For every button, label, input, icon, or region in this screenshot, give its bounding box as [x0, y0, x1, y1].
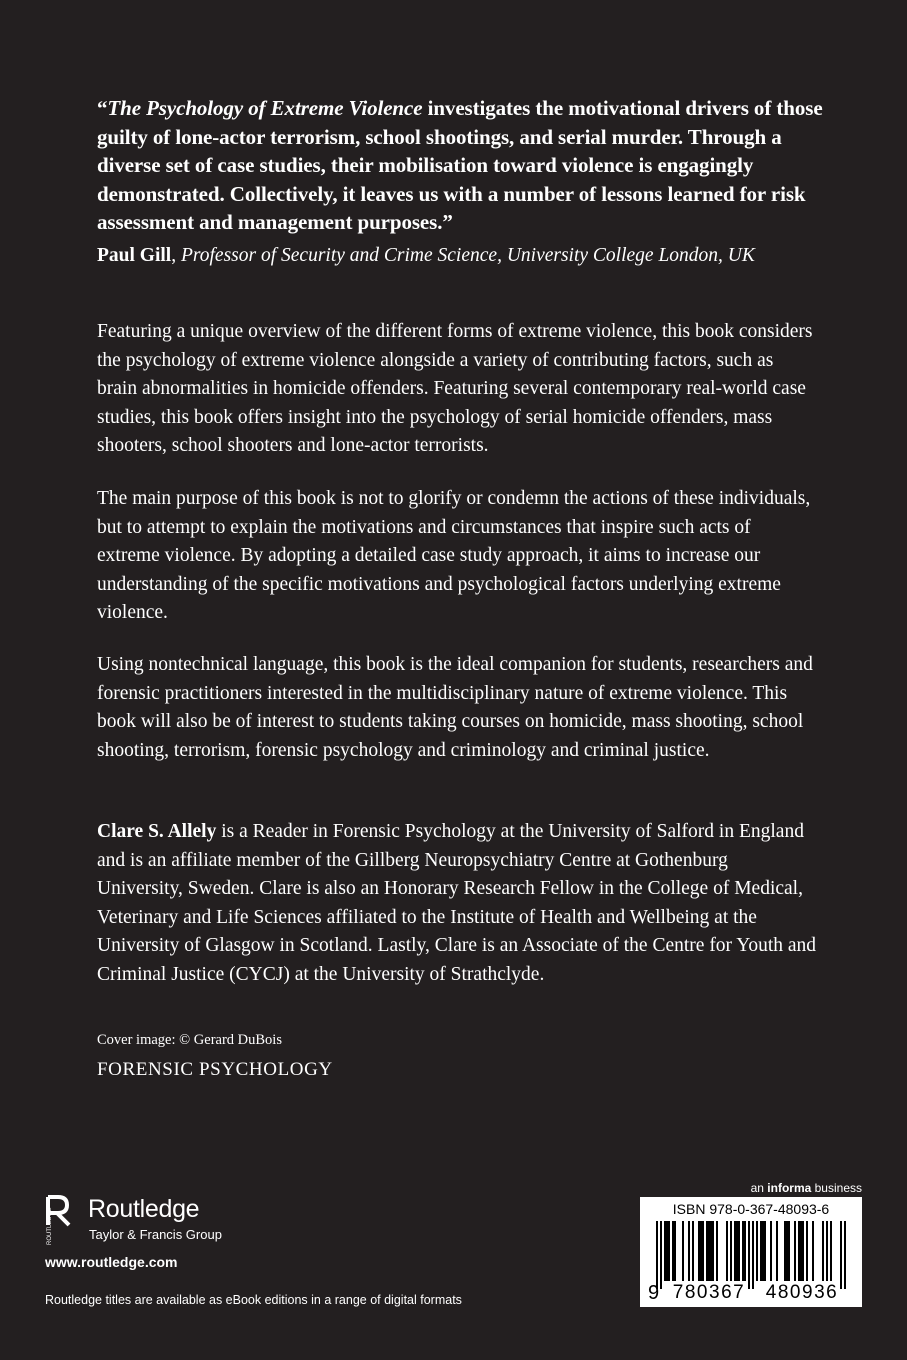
description-paragraph-2: The main purpose of this book is not to glorify or condemn the actions of these individuals, but to attempt to explain the motivations and circumstances that inspire such acts of extreme violence. By adopting a detailed case study approach, it aims to increase our understanding of the specific motivations and psychological factors underlying extreme violence. [97, 488, 811, 624]
barcode-bar [794, 1221, 796, 1281]
barcode-bar [736, 1221, 738, 1281]
logo-vertical-text: ROUTLEDGE [47, 1207, 53, 1245]
subject-category: FORENSIC PSYCHOLOGY [97, 1059, 333, 1080]
barcode-bar [656, 1221, 658, 1289]
barcode-bar [682, 1221, 684, 1281]
ebook-availability-note: Routledge titles are available as eBook editions in a range of digital formats [45, 1293, 462, 1307]
barcode-bar [674, 1221, 676, 1281]
barcode-bar [716, 1221, 718, 1281]
barcode-bar [742, 1221, 744, 1281]
barcode-bar [726, 1221, 728, 1281]
barcode-bar [668, 1221, 670, 1281]
quote-open-mark: “ [97, 96, 108, 120]
barcode-bar [666, 1221, 668, 1281]
author-bio [97, 818, 817, 990]
isbn-barcode [640, 1197, 862, 1307]
barcode-bar [802, 1221, 804, 1281]
informa-suffix: business [811, 1181, 862, 1195]
description-paragraph-1: Featuring a unique overview of the different forms of extreme violence, this book considers the psychology of extreme violence alongside a variety of contributing factors, such as brain abnormalities in homicide offenders. Featuring several contemporary real-world case studies, this book offers insight into the psychology of serial homicide offenders, mass shooters, school shooters and lone-actor terrorists. [97, 321, 813, 457]
endorsement-attribution [97, 242, 827, 270]
barcode-bar [708, 1221, 710, 1281]
barcode-bar [756, 1221, 758, 1281]
barcode-bar [698, 1221, 700, 1281]
barcode-bar [776, 1221, 778, 1281]
barcode-bar [800, 1221, 802, 1281]
isbn-label: ISBN 978-0-367-48093-6 [672, 1201, 830, 1217]
barcode-digits-left: 780367 [672, 1282, 746, 1303]
endorser-affiliation: Professor of Security and Crime Science, University College London, UK [180, 245, 755, 266]
barcode-bar [660, 1221, 662, 1289]
informa-business-line [751, 1180, 862, 1196]
barcode-bar [700, 1221, 702, 1281]
barcode-bar [764, 1221, 766, 1281]
attribution-separator: , [171, 245, 181, 266]
barcode-bar [706, 1221, 708, 1281]
barcode-lead-digit: 9 [648, 1282, 660, 1304]
endorsed-book-title: The Psychology of Extreme Violence [107, 96, 423, 120]
routledge-logo-icon [45, 1195, 75, 1247]
barcode-bar [786, 1221, 788, 1281]
barcode-bar [710, 1221, 712, 1281]
barcode-bar [734, 1221, 736, 1281]
cover-image-credit: Cover image: © Gerard DuBois [97, 1032, 282, 1048]
barcode-bar [672, 1221, 674, 1281]
barcode-bar [788, 1221, 790, 1281]
informa-prefix: an [750, 1181, 768, 1195]
barcode-bar [840, 1221, 842, 1289]
barcode-bar [664, 1221, 666, 1281]
barcode-bar [822, 1221, 824, 1281]
informa-brand: informa [767, 1181, 812, 1195]
publisher-name: Routledge [88, 1195, 200, 1223]
barcode-bar [752, 1221, 754, 1289]
endorsement-quote [97, 94, 827, 237]
author-bio-text: is a Reader in Forensic Psychology at the University of Salford in England and is an affiliate member of the Gillberg Neuropsychiatry Centre at Gothenburg University, Sweden. Clare is also an Honorary Research Fellow in the College of Medical, Veterinary and Life Sciences affiliated to the Institute of Health and Wellbeing at the University of Glasgow in Scotland. Lastly, Clare is an Associate of the Centre for Youth and Criminal Justice (CYCJ) at the University of Strathclyde. [97, 821, 817, 985]
author-name: Clare S. Allely [97, 821, 217, 842]
barcode-bar [762, 1221, 764, 1281]
barcode-bar [748, 1221, 750, 1289]
barcode-bar [744, 1221, 746, 1281]
barcode-bar [738, 1221, 740, 1281]
barcode-bar [830, 1221, 832, 1281]
quote-body: investigates the motivational drivers of those guilty of lone-actor terrorism, school shootings, and serial murder. Through a diverse set of case studies, their mobilisation toward violence is engagingly demonstrated. Collectively, it leaves us with a number of lessons learned for risk assessment and management purposes.” [97, 96, 823, 235]
barcode-bar [812, 1221, 814, 1281]
barcode-bar [806, 1221, 808, 1281]
barcode-bar [798, 1221, 800, 1281]
barcode-bar [702, 1221, 704, 1281]
endorser-name: Paul Gill [97, 245, 172, 266]
barcode-bar [844, 1221, 846, 1289]
publisher-group: Taylor & Francis Group [89, 1227, 222, 1242]
publisher-website-link[interactable]: www.routledge.com [45, 1254, 178, 1270]
barcode-digits-right: 480936 [765, 1282, 839, 1303]
barcode-bars [640, 1219, 862, 1291]
barcode-bar [770, 1221, 772, 1281]
barcode-bar [760, 1221, 762, 1281]
barcode-bar [712, 1221, 714, 1281]
barcode-bar [826, 1221, 828, 1281]
description-paragraph-3: Using nontechnical language, this book is the ideal companion for students, researchers and forensic practitioners interested in the multidisciplinary nature of extreme violence. This book will also be of interest to students taking courses on homicide, mass shooting, school shooting, terrorism, forensic psychology and criminology and criminal justice. [97, 654, 813, 761]
barcode-bar [692, 1221, 694, 1281]
barcode-bar [688, 1221, 690, 1281]
barcode-bar [730, 1221, 732, 1281]
barcode-bar [784, 1221, 786, 1281]
